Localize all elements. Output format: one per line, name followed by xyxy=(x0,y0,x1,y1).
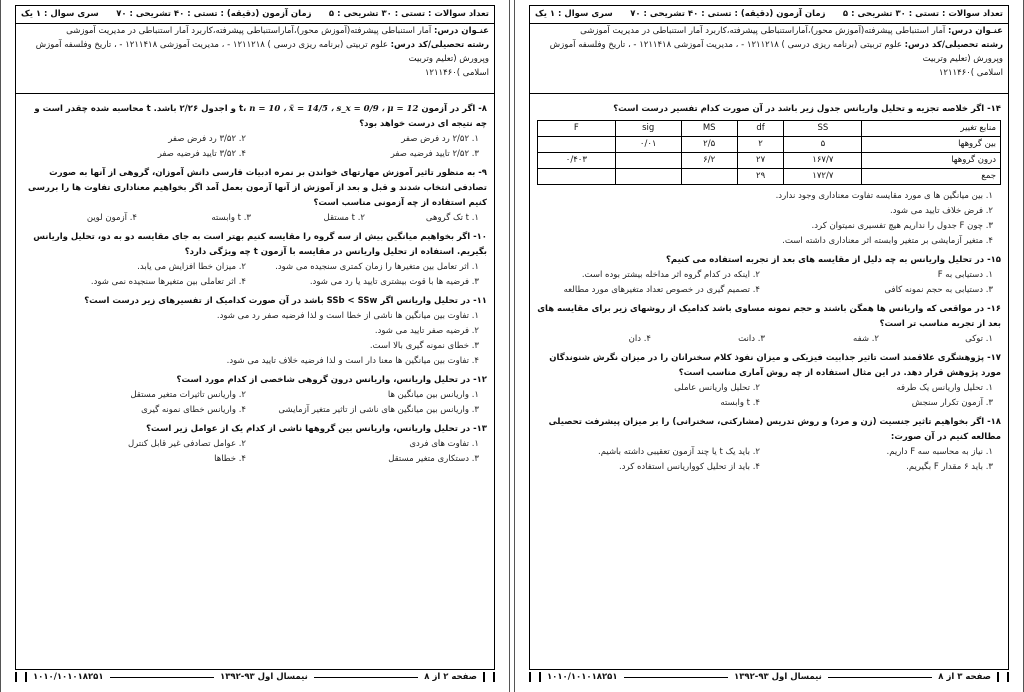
footer-mark xyxy=(483,672,495,682)
footer-mark xyxy=(997,672,1009,682)
table-row xyxy=(538,169,1001,185)
field-label: رشته تحصیلی/کد درس: xyxy=(904,40,1003,50)
option[interactable]: ۴. ۳/۵۲ تایید فرضیه صفر xyxy=(157,149,246,159)
option[interactable]: ۱. تفاوت های فردی xyxy=(409,439,479,449)
table-cell: بین گروهها xyxy=(862,137,1001,153)
question-9-options xyxy=(23,211,487,226)
exam-page-3 xyxy=(514,0,1024,692)
option[interactable]: ۳. خطای نمونه گیری بالا است. xyxy=(369,341,479,351)
footer-rule xyxy=(110,677,214,678)
option[interactable]: ۲. عوامل تصادفی غیر قابل کنترل xyxy=(127,439,246,449)
footer-term: نیمسال اول ۹۳-۱۳۹۲ xyxy=(220,672,308,682)
question-series: سری سوال : ۱ یک xyxy=(21,9,99,19)
question-14: ۱۴- اگر خلاصه تجزیه و تحلیل واریانس جدول زیر باشد در آن صورت کدام تفسیر درست است؟ xyxy=(613,104,1001,114)
question-12: ۱۲- در تحلیل واریانس، واریانس درون گروهی شاخصی از کدام مورد است؟ xyxy=(176,375,487,385)
question-16: ۱۶- در مواقعی که واریانس ها همگن باشند و حجم نمونه مساوی باشد کدامیک از روشهای زیر برای مقایسه های بعد از تجربه مناسب تر است؟ xyxy=(537,304,1001,329)
option[interactable]: ۲. شفه xyxy=(853,334,879,344)
table-cell xyxy=(538,169,616,185)
option[interactable]: ۴. دان xyxy=(628,334,651,344)
table-cell: ۲۹ xyxy=(737,169,784,185)
question-8-options xyxy=(23,132,487,162)
footer-mark xyxy=(15,672,27,682)
header-top-row xyxy=(15,5,495,24)
page-footer xyxy=(15,670,495,684)
question-8-prefix: ۸- اگر در آزمون t، xyxy=(238,104,487,114)
option[interactable]: ۳. دانت xyxy=(738,334,765,344)
question-10: ۱۰- اگر بخواهیم میانگین بیش از سه گروه را مقایسه کنیم بهتر است به جای مقایسه دو به دو، تحلیل واریانس بگیریم. استفاده از تحلیل واریانس در مقایسه با آزمون t چه ویژگی دارد؟ xyxy=(33,232,487,257)
course-title: آمار استنباطی پیشرفته(آموزش محور)،آماراستنباطی پیشرفته،کاربرد آمار استنباطی در مدیریت آموزشی xyxy=(66,26,432,36)
field-line-2: اسلامی )۱۲۱۱۴۶۰ xyxy=(938,68,1003,78)
table-header-row xyxy=(538,121,1001,137)
field-line xyxy=(15,38,495,66)
table-cell xyxy=(538,137,616,153)
table-cell: ۱۷۲/۷ xyxy=(784,169,862,185)
footer-mark xyxy=(529,672,541,682)
footer-page: صفحه ۳ از ۸ xyxy=(938,672,991,682)
question-18: ۱۸- اگر بخواهیم تاثیر جنسیت (زن و مرد) و روش تدریس (مشارکتی، سخنرانی) را بر میزان پیشرفت تحصیلی مطالعه کنیم در آن صورت: xyxy=(548,417,1001,442)
option[interactable]: ۲. واریانس تاثیرات متغیر مستقل xyxy=(130,390,246,400)
option[interactable]: ۴. باید از تحلیل کوواریانس استفاده کرد. xyxy=(619,462,760,472)
option[interactable]: ۱. تفاوت بین میانگین ها ناشی از خطا است و لذا فرضیه صفر رد می شود. xyxy=(216,311,479,321)
questions-block xyxy=(537,98,1001,475)
field-value: علوم تربیتی (برنامه ریزی درسی ) ۱۲۱۱۲۱۸ - ، مدیریت آموزشی ۱۲۱۱۴۱۸ - ، تاریخ وفلسفه آموزش وپرورش (تعلیم وتربیت xyxy=(549,40,1003,64)
option[interactable]: ۱. واریانس بین میانگین ها xyxy=(387,390,479,400)
table-cell: ۲۷ xyxy=(737,153,784,169)
option[interactable]: ۳. دستکاری متغیر مستقل xyxy=(388,454,479,464)
exam-page-2 xyxy=(0,0,510,692)
table-cell: F xyxy=(538,121,616,137)
footer-code: ۱۰۱۰/۱۰۱۰۱۸۲۵۱ xyxy=(546,672,618,682)
header-top-row xyxy=(529,5,1009,24)
table-cell: ۰/۴۰۳ xyxy=(538,153,616,169)
option[interactable]: ۳. آزمون تکرار سنجش xyxy=(911,398,993,408)
table-cell: جمع xyxy=(862,169,1001,185)
question-8-formula: n = 10 ، x̄ = 14/5 ، s_x = 0/9 ، μ = 12 xyxy=(249,104,419,114)
table-cell: ۲ xyxy=(737,137,784,153)
question-8-suffix: و اجدول ۲/۲۶ باشد. t محاسبه شده چقدر است و چه نتیجه ای درست خواهد بود؟ xyxy=(34,104,487,129)
anova-table xyxy=(537,120,1001,185)
table-cell xyxy=(615,153,681,169)
option[interactable]: ۴. واریانس خطای نمونه گیری xyxy=(141,405,246,415)
question-series: سری سوال : ۱ یک xyxy=(535,9,613,19)
option[interactable]: ۳. دستیابی به حجم نمونه کافی xyxy=(884,285,993,295)
footer-page: صفحه ۲ از ۸ xyxy=(424,672,477,682)
option[interactable]: ۲. میزان خطا افزایش می یابد. xyxy=(137,262,246,272)
option[interactable]: ۱. توکی xyxy=(965,334,993,344)
table-row xyxy=(538,153,1001,169)
field-label: رشته تحصیلی/کد درس: xyxy=(390,40,489,50)
table-cell: درون گروهها xyxy=(862,153,1001,169)
option[interactable]: ۳. فرضیه ها با قوت بیشتری تایید یا رد می شود. xyxy=(309,277,479,287)
table-cell xyxy=(615,169,681,185)
option[interactable]: ۲. باید یک t یا چند آزمون تعقیبی داشته باشیم. xyxy=(598,447,760,457)
question-13-options xyxy=(23,437,487,467)
question-11: ۱۱- در تحلیل واریانس اگر SSb < SSw باشد در آن صورت کدامیک از تفسیرهای زیر درست است؟ xyxy=(84,296,487,306)
questions-block xyxy=(23,98,487,467)
exam-time: زمان آزمون (دقیقه) : تستی : ۴۰ تشریحی : ۷۰ xyxy=(630,9,826,19)
question-18-options xyxy=(537,445,1001,475)
option[interactable]: ۱. دستیابی به F xyxy=(937,270,993,280)
page-footer xyxy=(529,670,1009,684)
table-cell: ۲/۵ xyxy=(681,137,737,153)
option[interactable]: ۳. t وابسته xyxy=(211,213,251,223)
table-cell: ۱۶۷/۷ xyxy=(784,153,862,169)
question-10-options xyxy=(23,260,487,290)
footer-rule xyxy=(314,677,418,678)
question-13: ۱۳- در تحلیل واریانس، واریانس بین گروهها ناشی از کدام یک از عوامل زیر است؟ xyxy=(146,424,487,434)
option[interactable]: ۱. اثر تعامل بین متغیرها را زمان کمتری سنجیده می شود. xyxy=(275,262,479,272)
option[interactable]: ۴. تفاوت بین میانگین ها معنا دار است و لذا فرضیه خلاف تایید می شود. xyxy=(226,356,479,366)
footer-rule xyxy=(624,677,728,678)
table-cell: sig xyxy=(615,121,681,137)
course-title-label: عنـوان درس: xyxy=(433,26,489,36)
option[interactable]: ۱. بین میانگین ها ی مورد مقایسه تفاوت معناداری وجود ندارد. xyxy=(775,191,993,201)
question-count: تعداد سوالات : تستی : ۳۰ تشریحی : ۵ xyxy=(328,9,489,19)
question-8 xyxy=(23,102,487,132)
course-title-line xyxy=(15,24,495,38)
exam-header xyxy=(529,5,1009,94)
question-12-options xyxy=(23,388,487,418)
question-15: ۱۵- در تحلیل واریانس به چه دلیل از مقایسه های بعد از تجربه استفاده می کنیم؟ xyxy=(665,255,1001,265)
table-cell: ۶/۲ xyxy=(681,153,737,169)
option[interactable]: ۴. خطاها xyxy=(214,454,246,464)
question-17-options xyxy=(537,381,1001,411)
option[interactable]: ۴. t وابسته xyxy=(720,398,760,408)
question-count: تعداد سوالات : تستی : ۳۰ تشریحی : ۵ xyxy=(842,9,1003,19)
question-11-options xyxy=(23,309,487,369)
option[interactable]: ۱. نیاز به محاسبه سه F داریم. xyxy=(886,447,993,457)
option[interactable]: ۴. آزمون لوین xyxy=(86,213,137,223)
course-title: آمار استنباطی پیشرفته(آموزش محور)،آماراستنباطی پیشرفته،کاربرد آمار استنباطی در مدیریت آموزشی xyxy=(580,26,946,36)
field-value: علوم تربیتی (برنامه ریزی درسی ) ۱۲۱۱۲۱۸ - ، مدیریت آموزشی ۱۲۱۱۴۱۸ - ، تاریخ وفلسفه آموزش وپرورش (تعلیم وتربیت xyxy=(35,40,489,64)
table-cell: منابع تغییر xyxy=(862,121,1001,137)
option[interactable]: ۳. باید ۶ مقدار F بگیریم. xyxy=(906,462,993,472)
table-cell: MS xyxy=(681,121,737,137)
option[interactable]: ۴. تصمیم گیری در خصوص تعداد متغیرهای مورد مطالعه xyxy=(563,285,760,295)
exam-header xyxy=(15,5,495,94)
option[interactable]: ۱. t تک گروهی xyxy=(425,213,479,223)
option[interactable]: ۲. تحلیل واریانس عاملی xyxy=(674,383,760,393)
option[interactable]: ۳. واریانس بین میانگین های ناشی از تاثیر متغیر آزمایشی xyxy=(278,405,479,415)
question-17: ۱۷- پژوهشگری علاقمند است تاثیر جذابیت فیزیکی و میزان نفوذ کلام سخنرانان را در میزان نگرش شنوندگان مورد پژوهش قرار دهد. در این مثال استفاده از چه روش آماری مناسب است؟ xyxy=(549,353,1001,378)
table-cell: SS xyxy=(784,121,862,137)
option[interactable]: ۱. تحلیل واریانس یک طرفه xyxy=(896,383,993,393)
question-15-options xyxy=(537,268,1001,298)
footer-rule xyxy=(828,677,932,678)
course-title-line xyxy=(529,24,1009,38)
question-14-options xyxy=(537,189,1001,249)
option[interactable]: ۴. اثر تعاملی بین متغیرها سنجیده نمی شود. xyxy=(90,277,246,287)
table-cell: ۰/۰۱ xyxy=(615,137,681,153)
table-cell xyxy=(681,169,737,185)
option[interactable]: ۲. فرضیه صفر تایید می شود. xyxy=(374,326,479,336)
option[interactable]: ۳. ۲/۵۲ تایید فرضیه صفر xyxy=(390,149,479,159)
option[interactable]: ۱. ۲/۵۲ رد فرض صفر xyxy=(401,134,479,144)
option[interactable]: ۴. متغیر آزمایشی بر متغیر وابسته اثر معناداری داشته است. xyxy=(782,236,993,246)
course-title-label: عنـوان درس: xyxy=(947,26,1003,36)
exam-time: زمان آزمون (دقیقه) : تستی : ۴۰ تشریحی : ۷۰ xyxy=(116,9,312,19)
footer-term: نیمسال اول ۹۳-۱۳۹۲ xyxy=(734,672,822,682)
option[interactable]: ۳. چون F جدول را نداریم هیچ تفسیری نمیتوان کرد. xyxy=(811,221,993,231)
footer-code: ۱۰۱۰/۱۰۱۰۱۸۲۵۱ xyxy=(32,672,104,682)
option[interactable]: ۲. ۳/۵۲ رد فرض صفر xyxy=(168,134,246,144)
table-cell: df xyxy=(737,121,784,137)
field-line-2: اسلامی )۱۲۱۱۴۶۰ xyxy=(424,68,489,78)
question-16-options xyxy=(537,332,1001,347)
option[interactable]: ۲. فرض خلاف تایید می شود. xyxy=(890,206,993,216)
table-row xyxy=(538,137,1001,153)
table-cell: ۵ xyxy=(784,137,862,153)
question-9: ۹- به منظور تاثیر آموزش مهارتهای خواندن بر نمره ادبیات فارسی دانش آموزان، گروهی از آنها به صورت تصادفی انتخاب شدند و قبل و بعد از آموزش از آنها آزمون بعمل آمد اگر بخواهیم معناداری تفاوت ها را بررسی کنیم استفاده از چه آزمونی مناسب است؟ xyxy=(28,168,487,208)
option[interactable]: ۲. t مستقل xyxy=(323,213,365,223)
option[interactable]: ۲. اینکه در کدام گروه اثر مداخله بیشتر بوده است. xyxy=(581,270,760,280)
field-line xyxy=(529,38,1009,66)
